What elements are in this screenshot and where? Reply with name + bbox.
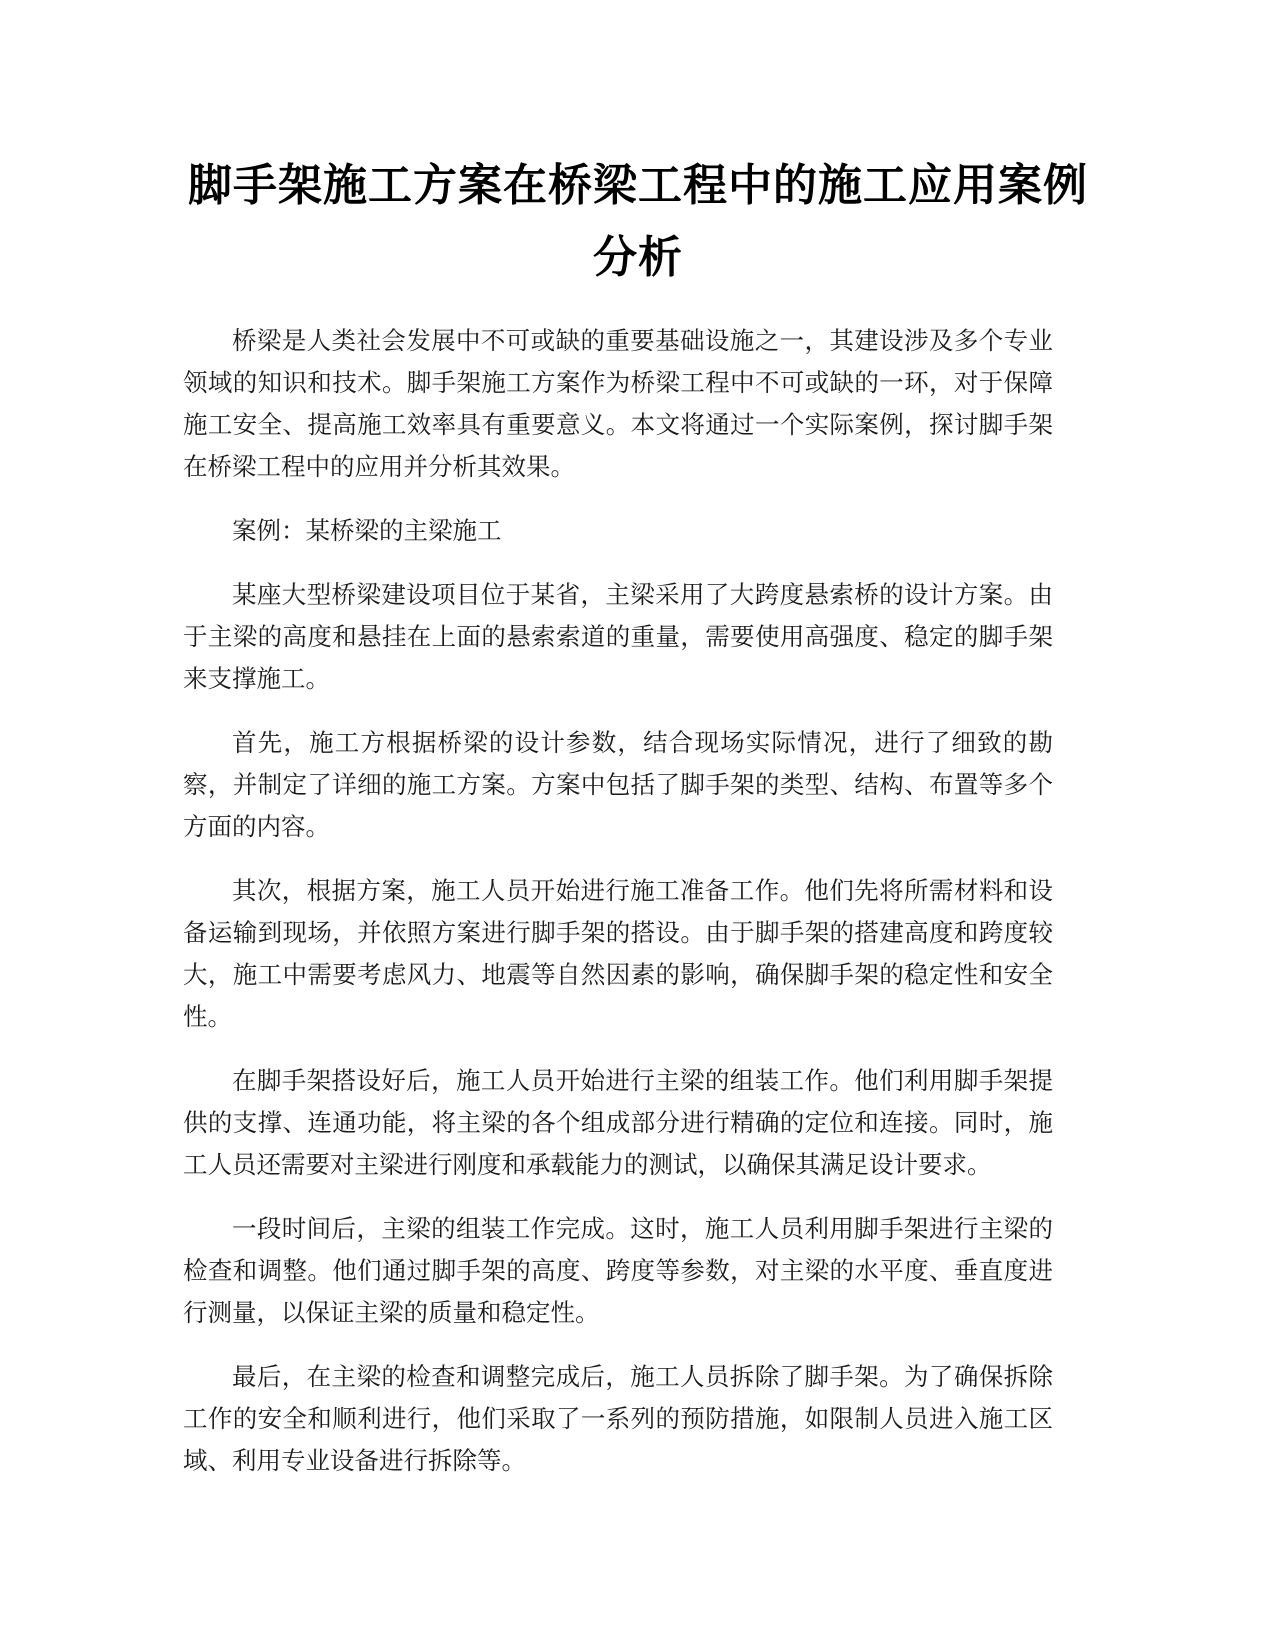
paragraph-final: 最后，在主梁的检查和调整完成后，施工人员拆除了脚手架。为了确保拆除工作的安全和顺利进行，他们采取了一系列的预防措施，如限制人员进入施工区域、利用专业设备进行拆除等。 xyxy=(183,1362,1053,1475)
document-title: 脚手架施工方案在桥梁工程中的施工应用案例分析 xyxy=(188,160,1088,283)
document-body xyxy=(183,320,1053,1504)
paragraph-inspection: 一段时间后，主梁的组装工作完成。这时，施工人员利用脚手架进行主梁的检查和调整。他们通过脚手架的高度、跨度等参数，对主梁的水平度、垂直度进行测量，以保证主梁的质量和稳定性。 xyxy=(183,1214,1053,1327)
paragraph-first: 首先，施工方根据桥梁的设计参数，结合现场实际情况，进行了细致的勘察，并制定了详细的施工方案。方案中包括了脚手架的类型、结构、布置等多个方面的内容。 xyxy=(183,728,1053,841)
paragraph-assembly: 在脚手架搭设好后，施工人员开始进行主梁的组装工作。他们利用脚手架提供的支撑、连通功能，将主梁的各个组成部分进行精确的定位和连接。同时，施工人员还需要对主梁进行刚度和承载能力的测试，以确保其满足设计要求。 xyxy=(183,1066,1053,1179)
paragraph-intro: 桥梁是人类社会发展中不可或缺的重要基础设施之一，其建设涉及多个专业领域的知识和技术。脚手架施工方案作为桥梁工程中不可或缺的一环，对于保障施工安全、提高施工效率具有重要意义。本文将通过一个实际案例，探讨脚手架在桥梁工程中的应用并分析其效果。 xyxy=(183,326,1053,481)
paragraph-case-heading: 案例：某桥梁的主梁施工 xyxy=(232,516,502,545)
paragraph-project: 某座大型桥梁建设项目位于某省，主梁采用了大跨度悬索桥的设计方案。由于主梁的高度和悬挂在上面的悬索索道的重量，需要使用高强度、稳定的脚手架来支撑施工。 xyxy=(183,580,1053,693)
paragraph-second: 其次，根据方案，施工人员开始进行施工准备工作。他们先将所需材料和设备运输到现场，并依照方案进行脚手架的搭设。由于脚手架的搭建高度和跨度较大，施工中需要考虑风力、地震等自然因素的影响，确保脚手架的稳定性和安全性。 xyxy=(183,876,1053,1031)
